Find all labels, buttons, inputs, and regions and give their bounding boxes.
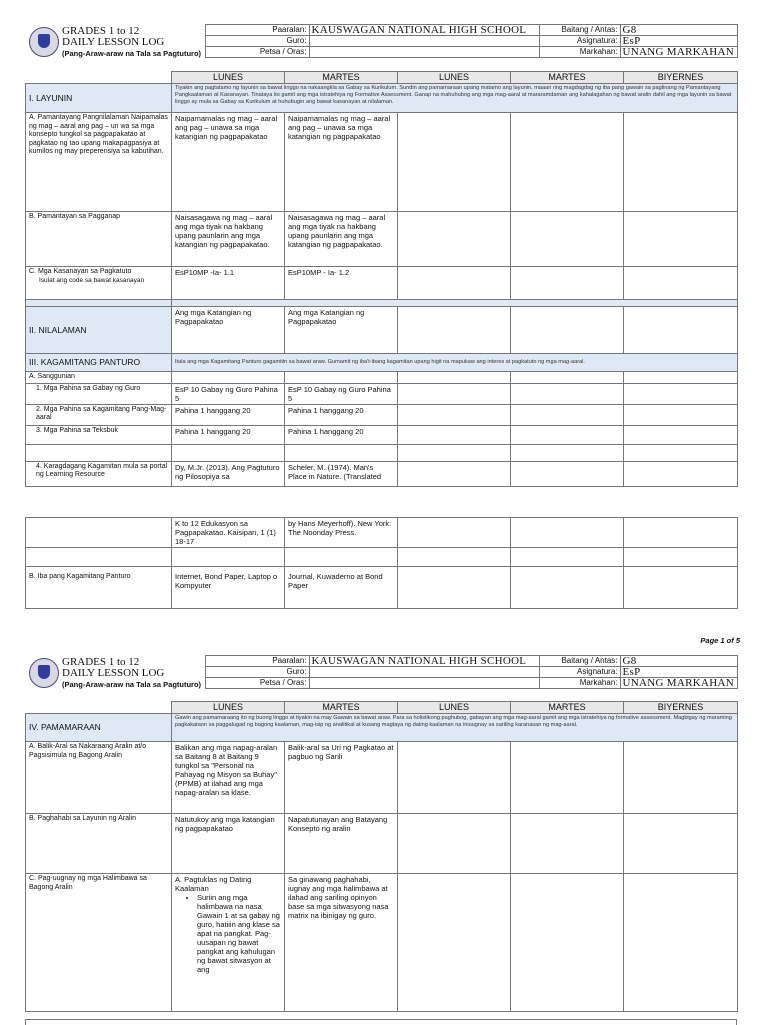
cell-martes: Naipamamalas ng mag – aaral ang pag – unawa sa mga katangian ng pagpapakatao: [285, 113, 398, 212]
day-header: BIYERNES: [624, 702, 738, 714]
page2-header: [25, 655, 737, 689]
cell-lunes: Dy, M.Jr. (2013). Ang Pagtuturo ng Pilosopiya sa: [172, 461, 285, 486]
form-title-2: DAILY LESSON LOG: [62, 35, 165, 48]
cell-lunes: Internet, Bond Paper, Laptop o Kompyuter: [172, 567, 285, 609]
petsa-value: [309, 47, 539, 58]
page-number: Page 1 of 5: [700, 636, 740, 645]
guro-label: Guro:: [205, 667, 309, 678]
baitang-label: Baitang / Antas:: [539, 25, 620, 36]
baitang-value: G8: [620, 656, 737, 667]
paaralan-label: Paaralan:: [205, 25, 309, 36]
petsa-label: Petsa / Oras:: [205, 47, 309, 58]
deped-seal-icon: [29, 658, 59, 688]
cell-lunes: Balikan ang mga napag-aralan sa Baitang 8 at Baitang 9 tungkol sa "Personal na Pahayag ng Misyon sa Buhay" (PPMB) at ilahad ang mga napag-aralan sa klase.: [172, 742, 285, 814]
markahan-label: Markahan:: [539, 47, 620, 58]
page2-lesson-table: [25, 701, 737, 1012]
day-header: LUNES: [398, 702, 511, 714]
page1-lesson-table: [25, 71, 737, 487]
kasanayan-title: C. Mga Kasanayan sa Pagkatuto: [29, 268, 132, 275]
guro-label: Guro:: [205, 36, 309, 47]
cell-lunes: EsP 10 Gabay ng Guro Pahina 5: [172, 383, 285, 404]
form-title-2: DAILY LESSON LOG: [62, 666, 165, 679]
row-label-pamantayang-pangnilalaman: A. Pamantayang Pangnilalaman Naipamalas ng mag – aaral ang pag – un wa sa mga konsepto tungkol sa pagpapakatao at pagkatao ng tao upang makapagpasiya at kumilos ng may preperensiya sa kabutihan.: [26, 113, 172, 212]
day-header: BIYERNES: [624, 72, 738, 84]
row-label-learning-resource: 4. Karagdagang Kagamitan mula sa portal ng Learning Resource: [26, 461, 172, 486]
cell-martes: EsP10MP - Ia- 1.2: [285, 267, 398, 300]
asignatura-value: EsP: [620, 667, 737, 678]
cell-lunes: [172, 874, 285, 1012]
section-kagamitang-panturo: III. KAGAMITANG PANTURO: [26, 354, 172, 372]
pagtuklas-title: A. Pagtuklas ng Dating Kaalaman: [175, 875, 252, 893]
cell-martes: by Hans Meyerhoff). New York: The Noonday Press.: [285, 518, 398, 548]
page1-header: [25, 24, 737, 58]
kagamitan-instructions: Itala ang mga Kagamitang Panturo gagamitin sa bawat araw. Gumamit ng iba't-ibang kagamitan upang higit na mapukaw ang interes at pagkatuto ng mga mag-aaral.: [172, 354, 738, 372]
section-nilalaman: II. NILALAMAN: [26, 307, 172, 354]
day-header: MARTES: [511, 72, 624, 84]
baitang-label: Baitang / Antas:: [539, 656, 620, 667]
row-label-kagamitang-pang-mag-aaral: 2. Mga Pahina sa Kagamitang Pang-Mag-aaral: [26, 404, 172, 425]
day-header: MARTES: [285, 72, 398, 84]
cell-lunes: Pahina 1 hanggang 20: [172, 425, 285, 444]
form-subtitle: (Pang-Araw-araw na Tala sa Pagtuturo): [62, 679, 202, 689]
row-label-kasanayan: [26, 267, 172, 300]
guro-value: [309, 667, 539, 678]
form-subtitle: (Pang-Araw-araw na Tala sa Pagtuturo): [62, 48, 202, 58]
kasanayan-subtitle: Isulat ang code sa bawat kasanayan: [39, 276, 145, 284]
baitang-value: G8: [620, 25, 737, 36]
petsa-label: Petsa / Oras:: [205, 678, 309, 689]
list-item: • Suriin ang mga halimbawa na nasa Gawain 1 at sa gabay ng guro, hatiiin ang klase sa apat na pangkat. Pag- uusapan ng bawat pangkat ang kahulugan ng bawat sitwasyon at ang: [197, 893, 281, 974]
cell-martes: Pahina 1 hanggang 20: [285, 425, 398, 444]
cell-martes: Naisasagawa ng mag – aaral ang mga tiyak na hakbang upang paunlarin ang mga katangian ng pagpapakatao.: [285, 212, 398, 267]
paaralan-value: KAUSWAGAN NATIONAL HIGH SCHOOL: [309, 25, 539, 36]
cell-lunes: K to 12 Edukasyon sa Pagpapakatao. Kaisipan, 1 (1) 18-17: [172, 518, 285, 548]
cell-lunes: Ang mga Katangian ng Pagpapakatao: [172, 307, 285, 354]
cell-lunes: Naipamamalas ng mag – aaral ang pag – unawa sa mga katangian ng pagpapakatao: [172, 113, 285, 212]
cell-lunes: Natutukoy ang mga katangian ng pagpapakatao: [172, 814, 285, 874]
row-label-sanggunian: A. Sanggunian: [26, 372, 172, 384]
deped-seal-icon: [29, 27, 59, 57]
cell-martes: Pahina 1 hanggang 20: [285, 404, 398, 425]
day-header: MARTES: [285, 702, 398, 714]
form-title: GRADES 1 to 12: [62, 24, 140, 37]
cell-martes: Sa ginawang paghahabi, iugnay ang mga halimbawa at ilahad ang sariling opinyon base sa mga sitwasyong nasa matrix na ibinigay ng guro.: [285, 874, 398, 1012]
day-header: MARTES: [511, 702, 624, 714]
day-header: LUNES: [172, 702, 285, 714]
asignatura-value: EsP: [620, 36, 737, 47]
day-header: LUNES: [172, 72, 285, 84]
pagtuklas-list: [175, 893, 281, 974]
row-label-pag-uugnay: C. Pag-uugnay ng mga Halimbawa sa Bagong Aralin: [26, 874, 172, 1012]
guro-value: [309, 36, 539, 47]
row-label-pamantayan-sa-pagganap: B. Pamantayan sa Pagganap: [26, 212, 172, 267]
petsa-value: [309, 678, 539, 689]
paaralan-label: Paaralan:: [205, 656, 309, 667]
pamamaraan-instructions: Gawin ang pamamaraang ito ng buong linggo at tiyakin na may Gawain sa bawat araw. Para sa holistikong paghubog, gabayan ang mga mag-aaral gamit ang mga istratehiya ng formative assessment. Magbigay ng maraming pagkakataon sa paggalugad ng bagong kaalaman, mag-isip ng analitikal at kusang magtaya ng dating kaalaman na iniuugnay sa sariling karanasan ng mag-aaral.: [172, 714, 738, 742]
form-title: GRADES 1 to 12: [62, 655, 140, 668]
cell-lunes: Pahina 1 hanggang 20: [172, 404, 285, 425]
next-page-header-edge: [25, 1019, 737, 1025]
cell-lunes: Naisasagawa ng mag – aaral ang mga tiyak na hakbang upang paunlarin ang mga katangian ng pagpapakatao.: [172, 212, 285, 267]
cell-martes: Napatutunayan ang Batayang Konsepto ng aralin: [285, 814, 398, 874]
asignatura-label: Asignatura:: [539, 36, 620, 47]
row-label-gabay-ng-guro: 1. Mga Pahina sa Gabay ng Guro: [26, 383, 172, 404]
cell-martes: Balik-aral sa Uri ng Pagkatao at pagbuo ng Sarili: [285, 742, 398, 814]
row-label-paghahabi: B. Paghahabi sa Layunin ng Aralin: [26, 814, 172, 874]
cell-martes: EsP 10 Gabay ng Guro Pahina 5: [285, 383, 398, 404]
cell-martes: Scheler, M. (1974). Man's Place in Nature. (Translated: [285, 461, 398, 486]
row-label-teksbuk: 3. Mga Pahina sa Teksbuk: [26, 425, 172, 444]
markahan-value: UNANG MARKAHAN: [620, 47, 737, 58]
asignatura-label: Asignatura:: [539, 667, 620, 678]
section-pamamaraan: IV. PAMAMARAAN: [26, 714, 172, 742]
page1-continuation-table: [25, 517, 737, 609]
markahan-value: UNANG MARKAHAN: [620, 678, 737, 689]
markahan-label: Markahan:: [539, 678, 620, 689]
paaralan-value: KAUSWAGAN NATIONAL HIGH SCHOOL: [309, 656, 539, 667]
row-label-balik-aral: A. Balik-Aral sa Nakaraang Aralin at/o Pagsisimula ng Bagong Aralin: [26, 742, 172, 814]
section-layunin: I. LAYUNIN: [26, 84, 172, 113]
cell-martes: Journal, Kuwaderno at Bond Paper: [285, 567, 398, 609]
day-header: LUNES: [398, 72, 511, 84]
cell-lunes: EsP10MP -Ia- 1.1: [172, 267, 285, 300]
layunin-instructions: Tiyakin ang pagtatamo ng layunin sa bawat linggo na nakaangkla sa Gabay sa Kurikulum. Sundin ang pamamaraan upang matamo ang layunin, maaari ring magdagdag ng iba pang gawain sa paglinang ng Pamantayang Pangkaalaman at Kasanayan. Tinataya ito gamit ang mga istratehiya ng Formative Assessment. Ganap na mahuhubog ang mga mag-aaral at mararamdaman ang kahalagahan ng bawat aralin dahil ang mga layunin sa bawat linggo ay mula sa Gabay sa Kurikulum at huhubugin ang bawat kasanayan at nilalaman.: [172, 84, 738, 113]
cell-martes: Ang mga Katangian ng Pagpapakatao: [285, 307, 398, 354]
row-label-iba-pang-kagamitang-panturo: B. Iba pang Kagamitang Panturo: [26, 567, 172, 609]
